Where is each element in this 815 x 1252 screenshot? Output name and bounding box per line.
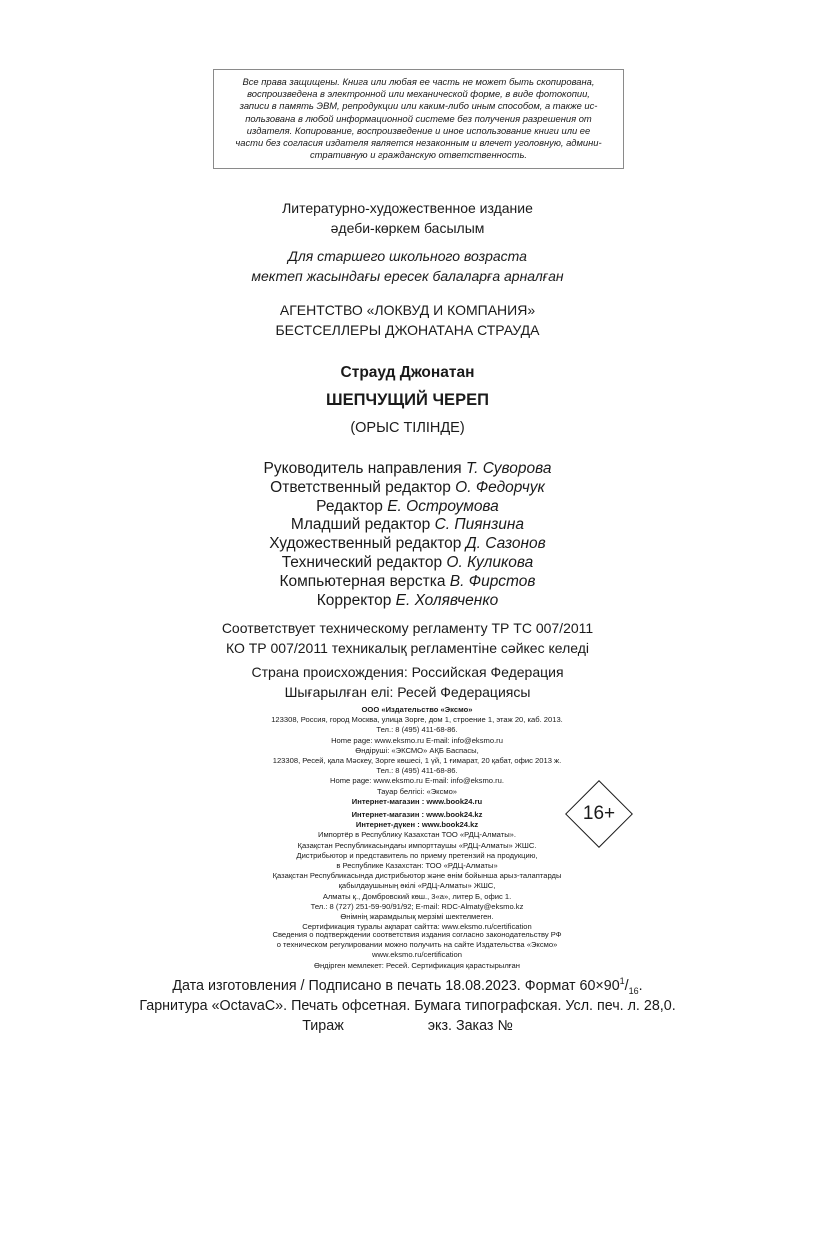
print-date-format [0,976,815,996]
staff-row [0,498,815,517]
print-run [0,1016,815,1036]
small-print-line: Тауар белгісі: «Эксмо» [376,786,458,796]
staff-role: Редактор [316,497,383,515]
staff-name: В. Фирстов [449,572,536,590]
publisher-info [232,705,602,807]
importer-info [232,810,602,932]
staff-row [0,535,815,554]
small-print-line: Қазақстан Республикасындағы импорттаушы «РДЦ-Алматы» ЖШС. [297,840,537,850]
age-rating-label: 16+ [582,803,616,824]
age-rating-badge [565,780,633,848]
small-print-line: Алматы қ., Домбровский көш., 3«а», литер Б, офис 1. [322,891,512,901]
staff-role: Ответственный редактор [270,478,451,496]
staff-row [0,460,815,479]
staff-name: О. Федорчук [455,478,545,496]
small-print-line: 123308, Россия, город Москва, улица Зорге, дом 1, строение 1, этаж 20, каб. 2013. [271,715,563,725]
staff-name: С. Пиянзина [434,516,525,534]
small-print-line: Өнімнің жарамдылық мерзімі шектелмеген. [340,912,494,922]
print-typeface: Гарнитура «OctavaC». Печать офсетная. Бумага типографская. Усл. печ. л. 28,0. [139,998,676,1014]
staff-role: Корректор [316,591,392,609]
format-numerator: 1 [619,976,625,987]
certification-info [232,930,602,971]
small-print-line: Сведения о подтверждении соответствия издания согласно законодательству РФ [272,930,562,939]
staff-name: Д. Сазонов [465,535,546,553]
order-number-label: экз. Заказ № [427,1018,513,1034]
edition-type-kz: әдеби-көркем басылым [330,220,485,236]
small-print-line: Өндіруші: «ЭКСМО» АҚБ Баспасы, [355,745,479,755]
format-end: . [638,978,643,994]
format-separator: / [624,978,629,994]
series [0,300,815,340]
staff-name: Е. Холявченко [395,591,499,609]
staff-row [0,592,815,611]
origin-ru: Страна происхождения: Российская Федерация [251,664,564,680]
staff-role: Технический редактор [281,553,443,571]
series-bestsellers: БЕСТСЕЛЛЕРЫ ДЖОНАТАНА СТРАУДА [275,322,540,338]
staff-name: Е. Остроумова [387,497,499,515]
copyright-line: воспроизведена в электронной или механической форме, в виде фотокопии, [247,88,590,100]
staff-row [0,479,815,498]
small-print-line: Home page: www.eksmo.ru E-mail: info@eksmo.ru. [330,776,504,786]
small-print-line: қабылдаушының өкілі «РДЦ-Алматы» ЖШС, [338,881,496,891]
copyright-line: стративную и гражданскую ответственность. [309,149,528,161]
copyright-line: записи в память ЭВМ, репродукции или каким-либо иным способом, а также ис- [239,100,598,112]
staff-row [0,573,815,592]
origin-kz: Шығарылған елі: Ресей Федерациясы [284,684,531,700]
small-print-line: Home page: www.eksmo.ru E-mail: info@eksmo.ru [331,735,503,745]
format-denominator: 16 [628,985,639,996]
small-print-line: Тел.: 8 (495) 411-68-86. [376,766,458,776]
small-print-line: Тел.: 8 (495) 411-68-86. [376,725,458,735]
copyright-line: Все права защищены. Книга или любая ее часть не может быть скопирована, [242,76,595,87]
audience-kz: мектеп жасындағы ересек балаларға арналған [251,268,564,284]
audience-ru: Для старшего школьного возраста [288,248,527,264]
small-print-line: Өндірген мемлекет: Ресей. Сертификация қарастырылған [314,960,520,970]
edition-type-ru: Литературно-художественное издание [282,200,533,216]
author: Страуд Джонатан [340,364,475,381]
small-print-line: о техническом регулировании можно получить на сайте Издательства «Эксмо» [276,940,558,950]
copyright-notice-box [213,69,624,169]
small-print-line: Сертификация туралы ақпарат сайтта: www.eksmo.ru/certification [302,922,532,932]
small-print-line: Дистрибьютор и представитель по приему претензий на продукцию, [296,850,538,860]
compliance [0,618,815,658]
print-info [0,976,815,1036]
small-print-line: в Республике Казахстан: ТОО «РДЦ-Алматы» [336,861,498,871]
staff-role: Руководитель направления [263,460,462,477]
staff-name: Т. Суворова [465,460,552,477]
staff-role: Компьютерная верстка [279,572,446,590]
staff-list [0,460,815,610]
staff-row [0,554,815,573]
origin [0,662,815,702]
staff-row [0,516,815,535]
copyright-line: пользована в любой информационной системе без получения разрешения от [245,112,592,124]
copyright-line: части без согласия издателя является незаконным и влечет уголовную, админи- [235,137,602,149]
compliance-kz: КО ТР 007/2011 техникалық регламентіне сәйкес келеді [225,640,590,656]
small-print-line: www.eksmo.ru/certification [372,950,462,960]
small-print-line: Интернет-магазин : www.book24.kz [351,810,483,819]
small-print-line: Қазақстан Республикасында дистрибьютор және өнім бойынша арыз-талаптарды [272,871,562,881]
staff-role: Художественный редактор [269,535,462,553]
small-print-line: Импортёр в Республику Казахстан ТОО «РДЦ-Алматы». [317,830,516,840]
small-print-line: ООО «Издательство «Эксмо» [361,705,473,714]
audience [0,246,815,286]
edition-type [0,198,815,238]
print-run-label: Тираж [302,1018,344,1034]
book-title: ШЕПЧУЩИЙ ЧЕРЕП [326,391,489,409]
small-print-line: Тел.: 8 (727) 251-59-90/91/92; E-mail: RDC-Almaty@eksmo.kz [310,901,524,911]
small-print-line: 123308, Ресей, қала Мәскеу, Зорге көшесі, 1 үй, 1 ғимарат, 20 қабат, офис 2013 ж. [272,756,562,766]
language-note: (ОРЫС ТІЛІНДЕ) [350,420,465,436]
compliance-ru: Соответствует техническому регламенту ТР ТС 007/2011 [221,620,594,636]
print-date-text: Дата изготовления / Подписано в печать 18.08.2023. Формат 60×90 [172,978,620,994]
series-agency: АГЕНТСТВО «ЛОКВУД И КОМПАНИЯ» [279,302,536,318]
small-print-line: Интернет-дүкен : www.book24.kz [355,820,479,830]
small-print-line: Интернет-магазин : www.book24.ru [351,796,483,806]
copyright-line: издателя. Копирование, воспроизведение и иное использование книги или ее [246,124,591,136]
staff-name: О. Куликова [446,553,534,571]
staff-role: Младший редактор [290,516,431,534]
